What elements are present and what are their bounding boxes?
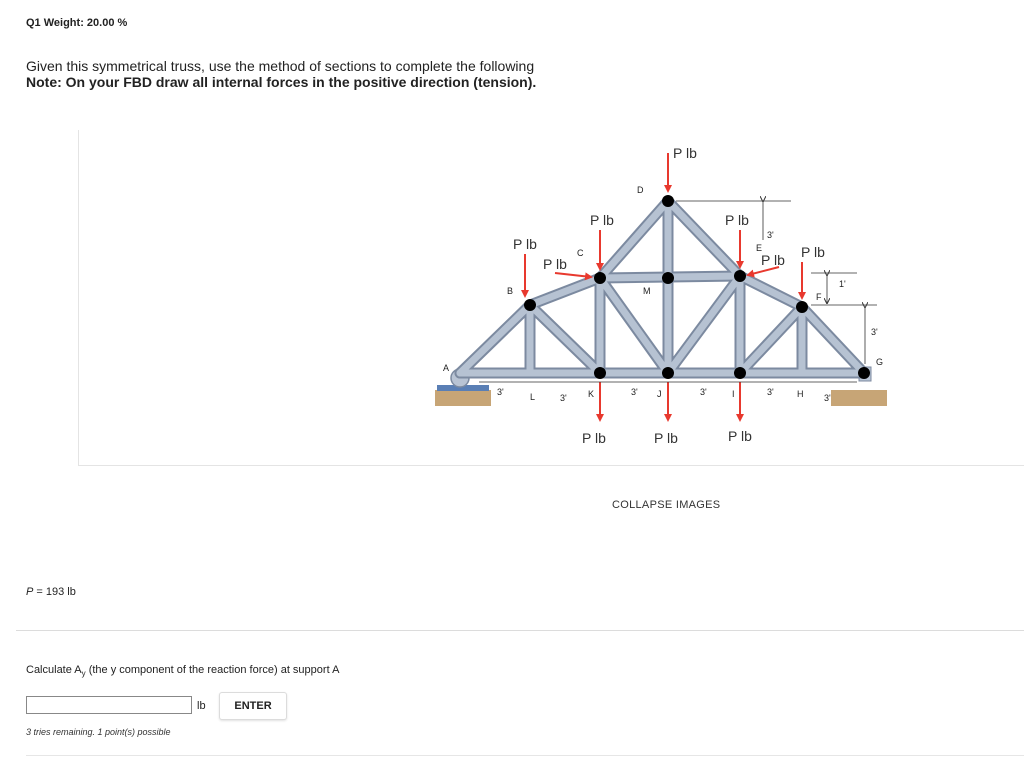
load-label-i: P lb	[728, 428, 752, 444]
question-text	[26, 664, 339, 678]
bottom-divider	[26, 755, 1024, 756]
load-label-d: P lb	[673, 145, 697, 161]
given-value	[26, 586, 76, 598]
question-weight: Q1 Weight: 20.00 %	[26, 17, 128, 29]
node-label-b: B	[507, 286, 514, 296]
load-label-k: P lb	[582, 430, 606, 446]
node-label-l: L	[530, 392, 536, 402]
node-label-k: K	[588, 389, 595, 399]
collapse-images-link[interactable]: COLLAPSE IMAGES	[612, 499, 721, 511]
load-label-b: P lb	[513, 236, 537, 252]
given-symbol: P	[26, 586, 34, 598]
dim-label-top: 3'	[767, 230, 774, 240]
question-subscript: y	[81, 669, 86, 679]
node-label-f: F	[816, 292, 822, 302]
truss-members	[460, 201, 864, 373]
load-label-f: P lb	[801, 244, 825, 260]
dim-label-6: 3'	[824, 393, 831, 403]
node-label-c: C	[577, 248, 584, 258]
ground-right	[831, 390, 887, 406]
prompt-note: Note: On your FBD draw all internal forces in the positive direction (tension).	[26, 74, 537, 90]
enter-button[interactable]: ENTER	[219, 692, 287, 720]
answer-input[interactable]	[26, 696, 192, 714]
divider	[16, 630, 1024, 631]
tries-remaining: 3 tries remaining. 1 point(s) possible	[26, 727, 171, 737]
dim-label-1: 3'	[497, 387, 504, 397]
load-label-e: P lb	[725, 212, 749, 228]
node-label-a: A	[443, 363, 450, 373]
prompt-text: Given this symmetrical truss, use the method of sections to complete the following	[26, 58, 535, 74]
question-lead: Calculate A	[26, 664, 82, 676]
dim-label-2: 3'	[560, 393, 567, 403]
node-label-i: I	[732, 389, 735, 399]
truss-diagram	[79, 130, 1024, 466]
load-label-e-horizontal: P lb	[761, 252, 785, 268]
dim-label-rise: 1'	[839, 279, 846, 289]
load-label-j: P lb	[654, 430, 678, 446]
node-label-d: D	[637, 185, 644, 195]
load-label-c-horizontal: P lb	[543, 256, 567, 272]
node-label-e: E	[756, 243, 763, 253]
given-rest: = 193 lb	[33, 586, 76, 598]
dim-label-5: 3'	[767, 387, 774, 397]
load-label-c: P lb	[590, 212, 614, 228]
node-label-j: J	[657, 389, 662, 399]
dim-label-3: 3'	[631, 387, 638, 397]
dim-label-4: 3'	[700, 387, 707, 397]
answer-unit: lb	[197, 700, 206, 712]
node-label-h: H	[797, 389, 804, 399]
dim-label-right: 3'	[871, 327, 878, 337]
ground-left	[435, 390, 491, 406]
figure-panel	[78, 130, 1024, 466]
node-label-g: G	[876, 357, 884, 367]
question-rest: (the y component of the reaction force) at support A	[85, 664, 340, 676]
node-label-m: M	[643, 286, 651, 296]
